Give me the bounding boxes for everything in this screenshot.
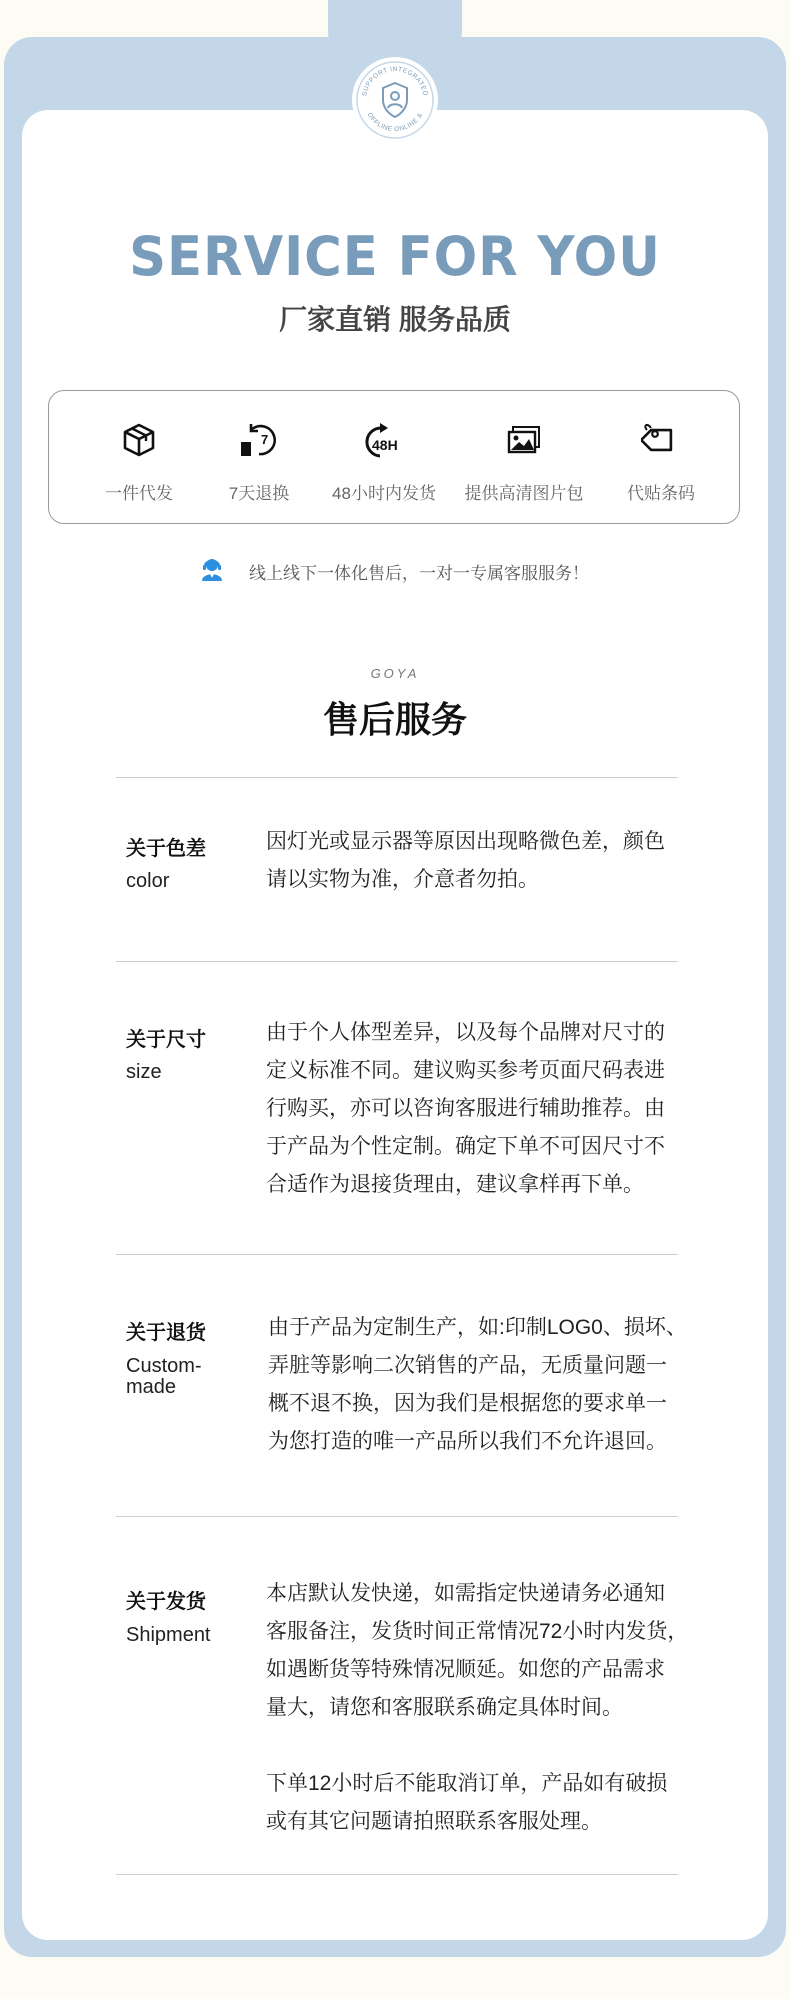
feature-label: 提供高清图片包 xyxy=(464,484,584,503)
term-line: 或有其它问题请拍照联系客服处理。 xyxy=(266,1810,602,1833)
image-gallery-icon xyxy=(454,417,594,463)
divider xyxy=(116,961,678,962)
term-body-shipment xyxy=(266,1575,726,1841)
term-line: 为您打造的唯一产品所以我们不允许退回。 xyxy=(268,1430,667,1453)
section-title: 售后服务 xyxy=(322,699,467,740)
term-line: 于产品为个性定制。确定下单不可因尺寸不 xyxy=(266,1135,665,1158)
shield-person-icon xyxy=(354,59,436,141)
badge-ring-top: SUPPORT INTEGRATED xyxy=(361,65,429,97)
term-line: 本店默认发快递，如需指定快递请务必通知 xyxy=(266,1582,665,1605)
brand-logo: GOYA xyxy=(370,666,420,681)
term-english-size: size xyxy=(126,1061,162,1083)
customer-service-icon xyxy=(201,557,223,586)
feature-label: 代贴条码 xyxy=(627,484,695,503)
term-body-size xyxy=(266,1014,706,1204)
price-tag-icon xyxy=(591,417,731,463)
divider xyxy=(116,1254,678,1255)
seven-day-number: 7 xyxy=(261,432,269,447)
divider xyxy=(116,777,678,778)
feature-item xyxy=(69,417,209,504)
support-badge xyxy=(352,57,438,143)
term-body-color xyxy=(266,823,706,899)
term-label-return: 关于退货 xyxy=(126,1322,206,1344)
seven-day-return-icon xyxy=(189,417,329,463)
term-line: 下单12小时后不能取消订单，产品如有破损 xyxy=(266,1772,668,1795)
term-line: 概不退不换，因为我们是根据您的要求单一 xyxy=(268,1392,667,1415)
term-body-return xyxy=(268,1309,728,1461)
term-line: 定义标准不同。建议购买参考页面尺码表进 xyxy=(266,1059,665,1082)
term-line: 行购买，亦可以咨询客服进行辅助推荐。由 xyxy=(266,1097,665,1120)
term-label-color: 关于色差 xyxy=(126,838,206,860)
term-line: 量大，请您和客服联系确定具体时间。 xyxy=(266,1696,623,1719)
feature-item xyxy=(591,417,731,504)
badge-ring-bottom: OFFLINE ONLINE & xyxy=(365,111,425,134)
package-icon xyxy=(69,417,209,463)
term-label-shipment: 关于发货 xyxy=(126,1591,206,1613)
feature-item xyxy=(189,417,329,504)
svg-text:OFFLINE ONLINE & xyxy=(366,111,425,133)
feature-item xyxy=(314,417,454,504)
feature-item xyxy=(454,417,594,504)
term-label-size: 关于尺寸 xyxy=(126,1029,206,1051)
term-english-return-2: made xyxy=(126,1376,177,1398)
feature-label: 48小时内发货 xyxy=(332,484,436,503)
term-line: 请以实物为准，介意者勿拍。 xyxy=(266,868,539,891)
service-promise-text: 线上线下一体化售后，一对一专属客服服务！ xyxy=(249,564,589,583)
term-line: 因灯光或显示器等原因出现略微色差，颜色 xyxy=(266,830,665,853)
term-english-color: color xyxy=(126,870,170,892)
term-line: 由于个人体型差异，以及每个品牌对尺寸的 xyxy=(266,1021,665,1044)
48h-text: 48H xyxy=(372,437,398,453)
term-english-return-1: Custom- xyxy=(126,1355,202,1377)
service-promise xyxy=(0,557,790,586)
48h-shipping-icon xyxy=(314,417,454,463)
term-line: 弄脏等影响二次销售的产品，无质量问题一 xyxy=(268,1354,667,1377)
feature-panel xyxy=(48,390,740,524)
term-line: 合适作为退接货理由，建议拿样再下单。 xyxy=(266,1173,644,1196)
hero-title: SERVICE FOR YOU xyxy=(129,225,661,288)
divider xyxy=(116,1516,678,1517)
feature-label: 7天退换 xyxy=(228,484,290,503)
divider xyxy=(116,1874,678,1875)
hero-subtitle: 厂家直销 服务品质 xyxy=(279,304,511,335)
term-line: 如遇断货等特殊情况顺延。如您的产品需求 xyxy=(266,1658,665,1681)
term-line: 客服备注，发货时间正常情况72小时内发货， xyxy=(266,1620,689,1643)
feature-label: 一件代发 xyxy=(105,484,173,503)
term-english-shipment: Shipment xyxy=(126,1624,211,1646)
term-line: 由于产品为定制生产，如:印制LOG0、损坏、 xyxy=(268,1316,687,1339)
